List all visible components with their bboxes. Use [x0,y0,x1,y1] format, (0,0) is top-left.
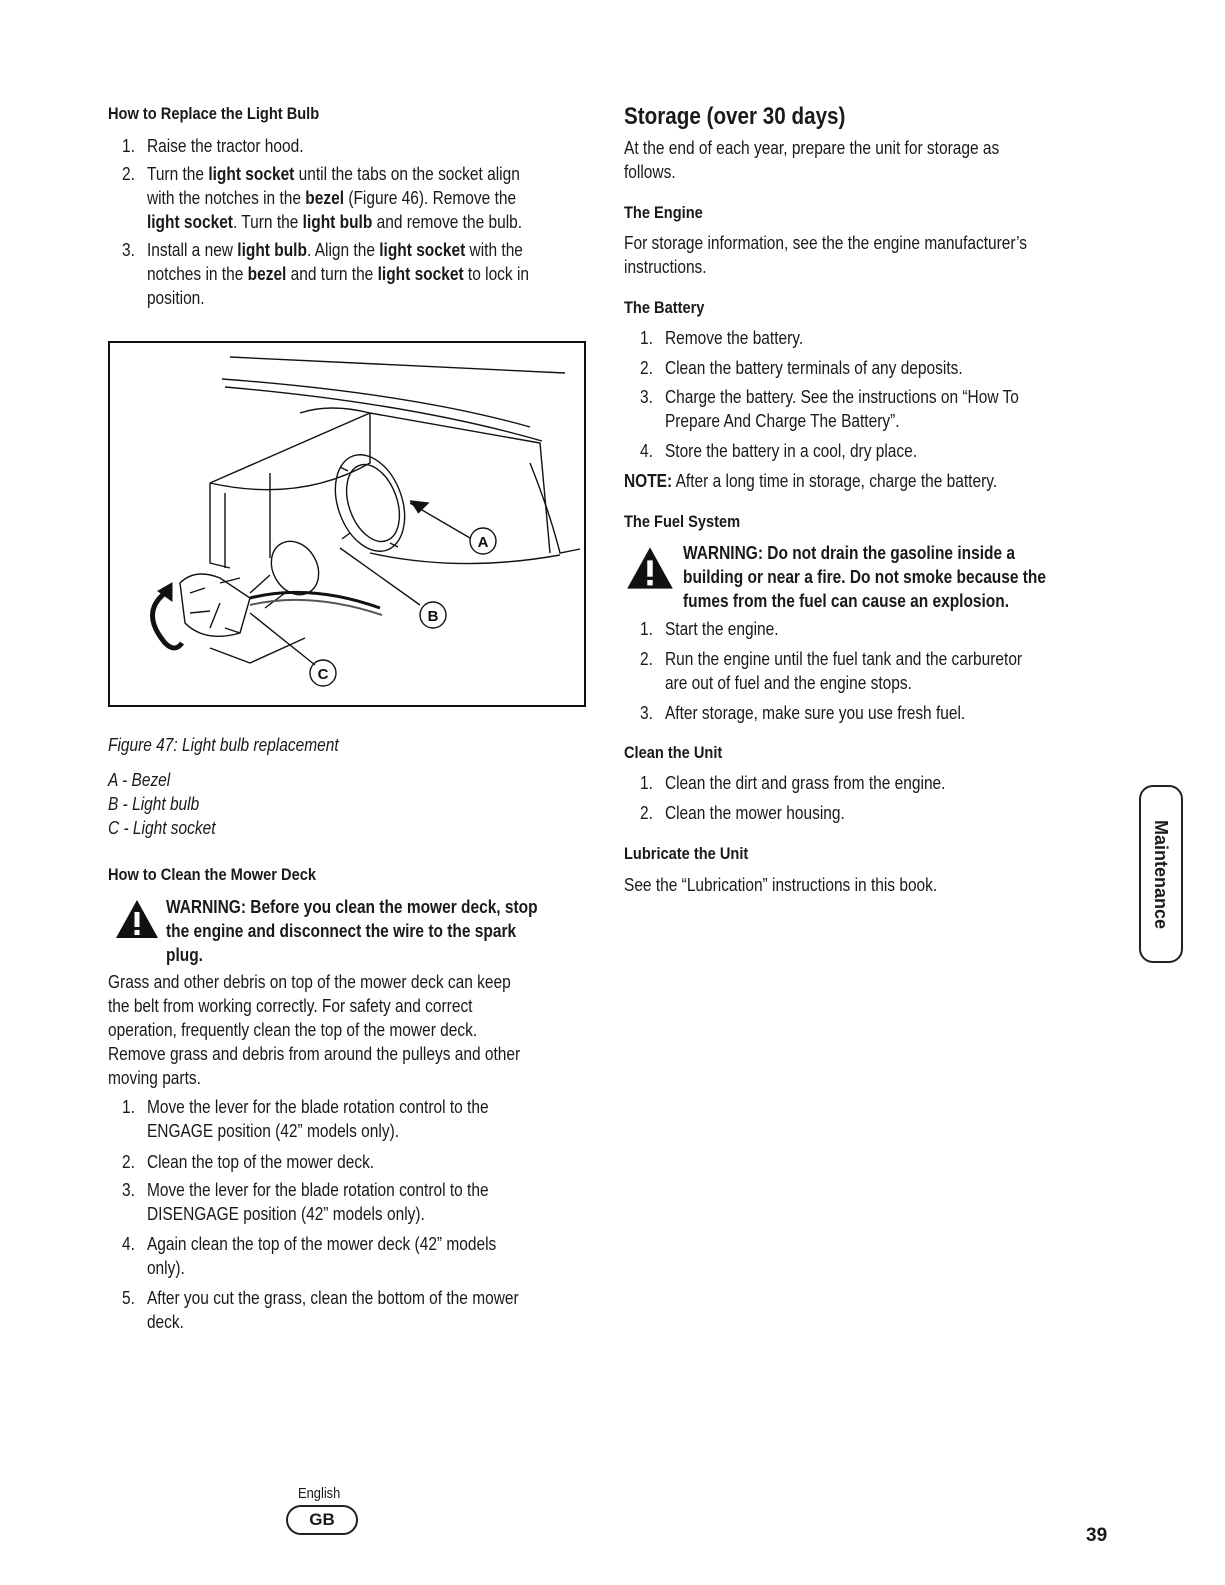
deck-warning-line-2: the engine and disconnect the wire to the spark [166,921,517,941]
list-text: Clean the battery terminals of any deposits. [664,358,963,378]
callout-a: A [477,534,489,551]
list-text: Run the engine until the fuel tank and the carburetor [664,649,1023,669]
battery-heading: The Battery [624,298,705,317]
list-text: Remove the battery. [664,328,804,348]
list-number: 5. [122,1288,135,1308]
deck-warning-line-1: WARNING: Before you clean the mower deck, stop [166,897,538,917]
list-text: Charge the battery. See the instructions on “How To [664,387,1019,407]
list-number: 2. [122,164,135,184]
list-number: 1. [640,619,653,639]
fuel-warning-line-1: WARNING: Do not drain the gasoline inside a [683,543,1015,563]
legend-a: A - Bezel [108,770,171,790]
list-text: DISENGAGE position (42” models only). [146,1204,425,1224]
paragraph-line: Remove grass and debris from around the pulleys and other [108,1044,521,1064]
callout-c: C [317,666,329,683]
lubricate-text: See the “Lubrication” instructions in this book. [624,875,938,895]
list-number: 1. [640,773,653,793]
list-text: Store the battery in a cool, dry place. [664,441,918,461]
clean-unit-heading: Clean the Unit [624,743,723,762]
figure-47 [108,341,586,707]
list-text: ENGAGE position (42” models only). [146,1121,400,1141]
list-number: 2. [122,1152,135,1172]
section-tab-label: Maintenance [1151,819,1172,929]
list-text: with the notches in the bezel (Figure 46). Remove the [146,188,517,208]
list-text: only). [146,1258,185,1278]
legend-c: C - Light socket [108,818,216,838]
list-number: 1. [640,328,653,348]
list-text: Clean the top of the mower deck. [146,1152,375,1172]
fuel-heading: The Fuel System [624,512,741,531]
paragraph-line: the belt from working correctly. For safety and correct [108,996,473,1016]
list-number: 4. [640,441,653,461]
engine-text-2: instructions. [624,257,707,277]
list-text: Again clean the top of the mower deck (42” models [146,1234,497,1254]
list-text: Clean the mower housing. [664,803,845,823]
list-text: Install a new light bulb. Align the light socket with the [146,240,523,260]
replace-bulb-heading: How to Replace the Light Bulb [108,104,320,123]
list-number: 2. [640,358,653,378]
key-term: light socket [146,212,233,232]
list-number: 1. [122,1097,135,1117]
note-text: After a long time in storage, charge the battery. [672,471,998,491]
clean-deck-heading: How to Clean the Mower Deck [108,865,316,884]
storage-intro-1: At the end of each year, prepare the unit for storage as [624,138,1000,158]
list-text: Start the engine. [664,619,779,639]
list-text: notches in the bezel and turn the light socket to lock in [146,264,530,284]
page-number: 39 [1086,1525,1108,1546]
callout-b: B [427,608,439,625]
key-term: bezel [247,264,287,284]
fuel-warning-line-3: fumes from the fuel can cause an explosion. [683,591,1010,611]
footer-language: English [298,1485,341,1502]
list-text: Raise the tractor hood. [146,136,304,156]
list-text: After you cut the grass, clean the bottom of the mower [146,1288,519,1308]
paragraph-line: Grass and other debris on top of the mower deck can keep [108,972,511,992]
key-term: light bulb [237,240,307,260]
legend-b: B - Light bulb [108,794,200,814]
storage-heading: Storage (over 30 days) [624,103,846,130]
list-text: are out of fuel and the engine stops. [664,673,912,693]
footer-badge: GB [286,1505,358,1535]
key-term: light socket [208,164,295,184]
list-number: 3. [122,240,135,260]
list-text: After storage, make sure you use fresh fuel. [664,703,966,723]
list-text: deck. [146,1312,184,1332]
battery-note [624,469,997,493]
warning-icon [625,545,675,591]
list-text: position. [146,288,205,308]
key-term: light socket [377,264,464,284]
list-number: 2. [640,649,653,669]
list-number: 3. [122,1180,135,1200]
list-text: Prepare And Charge The Battery”. [664,411,900,431]
list-number: 3. [640,703,653,723]
list-number: 1. [122,136,135,156]
figure-caption: Figure 47: Light bulb replacement [108,735,339,755]
note-label: NOTE: [624,471,673,491]
fuel-warning-line-2: building or near a fire. Do not smoke because the [683,567,1047,587]
storage-intro-2: follows. [624,162,676,182]
engine-text-1: For storage information, see the the engine manufacturer’s [624,233,1028,253]
paragraph-line: moving parts. [108,1068,201,1088]
key-term: light bulb [302,212,373,232]
list-text: Move the lever for the blade rotation control to the [146,1097,489,1117]
lubricate-heading: Lubricate the Unit [624,844,749,863]
engine-heading: The Engine [624,203,703,222]
light-bulb-illustration [110,343,584,705]
key-term: light socket [379,240,466,260]
list-number: 3. [640,387,653,407]
paragraph-line: operation, frequently clean the top of the mower deck. [108,1020,478,1040]
list-text: Turn the light socket until the tabs on the socket align [146,164,520,184]
key-term: bezel [305,188,345,208]
list-number: 2. [640,803,653,823]
list-text: light socket. Turn the light bulb and remove the bulb. [146,212,523,232]
warning-icon [114,898,160,940]
deck-warning-line-3: plug. [166,945,203,965]
list-text: Move the lever for the blade rotation control to the [146,1180,489,1200]
list-number: 4. [122,1234,135,1254]
section-tab-label-wrap [1145,800,1177,948]
list-text: Clean the dirt and grass from the engine. [664,773,946,793]
